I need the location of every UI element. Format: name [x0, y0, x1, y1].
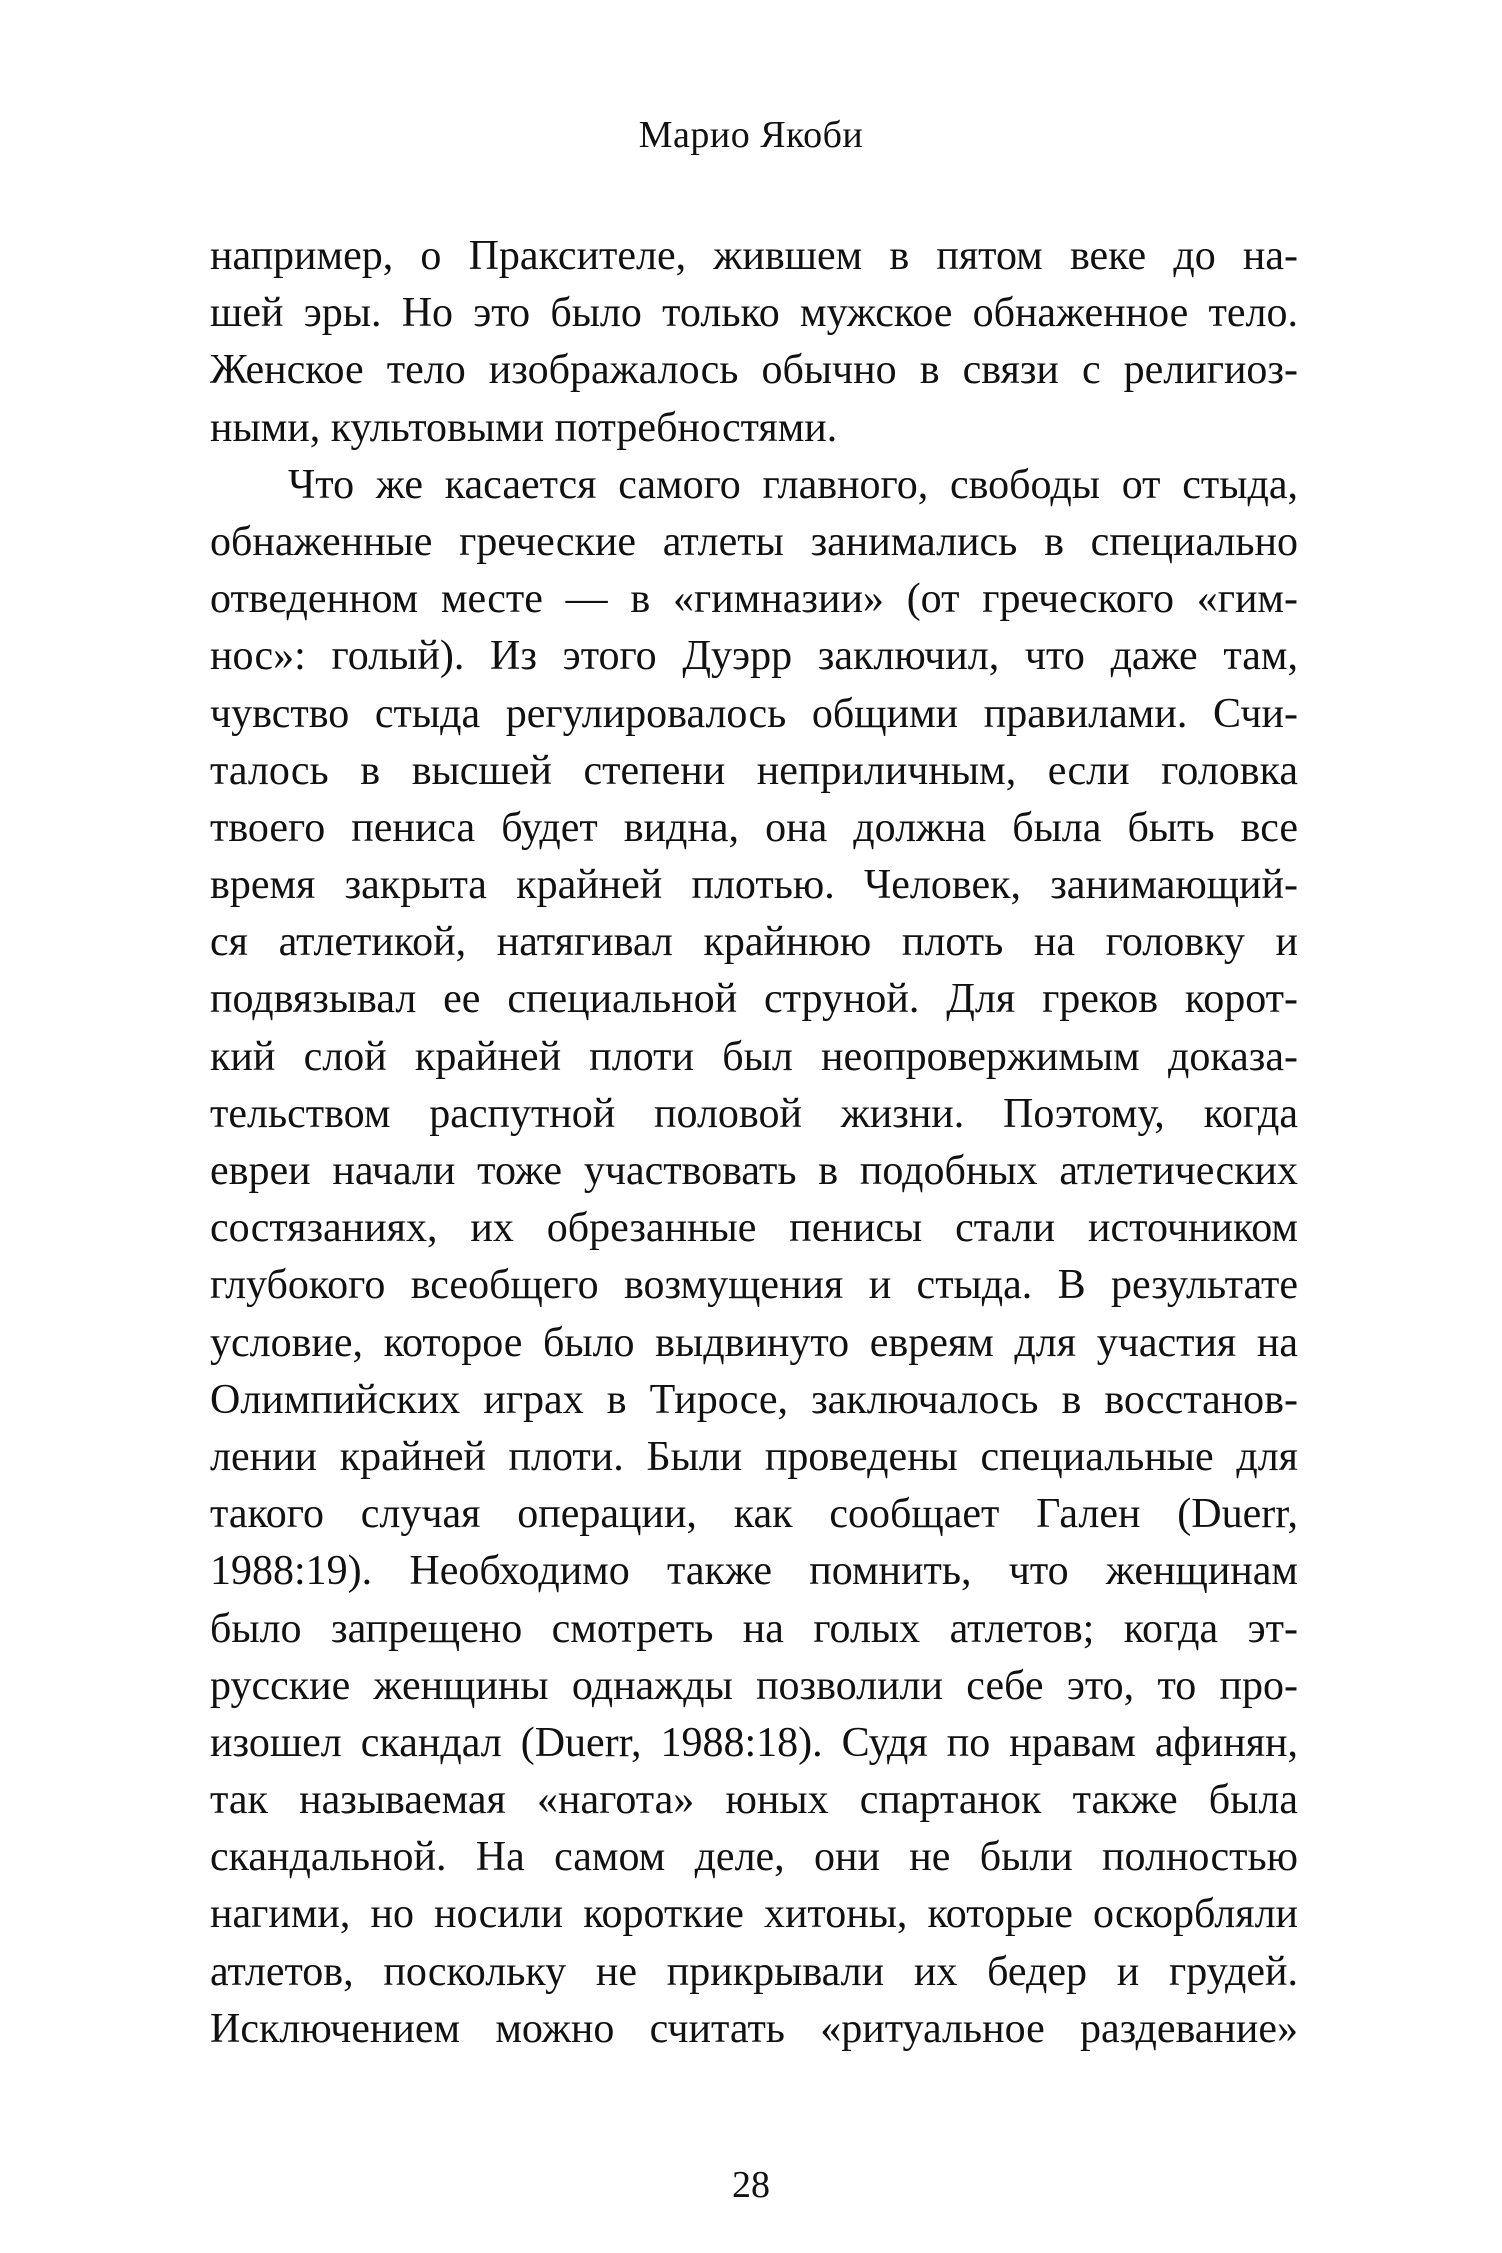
- text-line: 1988:19). Необходимо также помнить, что женщинам: [210, 1548, 1298, 1595]
- text-line: лении крайней плоти. Были проведены специальные для: [210, 1433, 1298, 1480]
- text-line: глубокого всеобщего возмущения и стыда. В результате: [210, 1262, 1298, 1309]
- text-line: подвязывал ее специальной струной. Для греков корот-: [210, 976, 1298, 1023]
- running-title: Марио Якоби: [638, 114, 864, 156]
- text-line: атлетов, поскольку не прикрывали их бедер и грудей.: [210, 1948, 1298, 1995]
- text-line: состязаниях, их обрезанные пенисы стали источником: [210, 1205, 1298, 1252]
- text-line: нос»: голый). Из этого Дуэрр заключил, что даже там,: [210, 633, 1298, 680]
- text-line: ными, культовыми потребностями.: [210, 404, 838, 451]
- text-line: Что же касается самого главного, свободы от стыда,: [288, 461, 1298, 508]
- text-line: Женское тело изображалось обычно в связи с религиоз-: [210, 347, 1298, 394]
- text-line: скандальной. На самом деле, они не были полностью: [210, 1834, 1298, 1881]
- text-line: чувство стыда регулировалось общими правилами. Счи-: [210, 690, 1298, 737]
- text-line: тельством распутной половой жизни. Поэтому, когда: [210, 1090, 1298, 1137]
- text-line: Олимпийских играх в Тиросе, заключалось в восстанов-: [210, 1376, 1298, 1423]
- text-line: такого случая операции, как сообщает Гален (Duerr,: [210, 1491, 1298, 1538]
- body-text: [210, 228, 1298, 2058]
- text-line: русские женщины однажды позволили себе это, то про-: [210, 1662, 1298, 1709]
- text-line: обнаженные греческие атлеты занимались в специально: [210, 518, 1298, 565]
- text-line: кий слой крайней плоти был неопровержимым доказа-: [210, 1033, 1298, 1080]
- page-number: 28: [732, 2164, 770, 2206]
- text-line: Исключением можно считать «ритуальное раздевание»: [210, 2005, 1298, 2052]
- text-line: условие, которое было выдвинуто евреям для участия на: [210, 1319, 1298, 1366]
- text-line: было запрещено смотреть на голых атлетов; когда эт-: [210, 1605, 1298, 1652]
- text-line: например, о Праксителе, жившем в пятом веке до на-: [210, 233, 1298, 279]
- text-line: отведенном месте — в «гимназии» (от греческого «гим-: [210, 576, 1298, 623]
- text-line: твоего пениса будет видна, она должна была быть все: [210, 804, 1298, 851]
- text-line: ся атлетикой, натягивал крайнюю плоть на головку и: [210, 919, 1298, 966]
- text-line: изошел скандал (Duerr, 1988:18). Судя по нравам афинян,: [210, 1719, 1298, 1766]
- text-line: евреи начали тоже участвовать в подобных атлетических: [210, 1148, 1298, 1194]
- text-line: время закрыта крайней плотью. Человек, занимающий-: [210, 862, 1298, 909]
- text-line: так называемая «нагота» юных спартанок также была: [210, 1777, 1298, 1824]
- text-line: шей эры. Но это было только мужское обнаженное тело.: [210, 290, 1298, 337]
- text-line: нагими, но носили короткие хитоны, которые оскорбляли: [210, 1891, 1298, 1938]
- text-line: талось в высшей степени неприличным, если головка: [210, 747, 1298, 794]
